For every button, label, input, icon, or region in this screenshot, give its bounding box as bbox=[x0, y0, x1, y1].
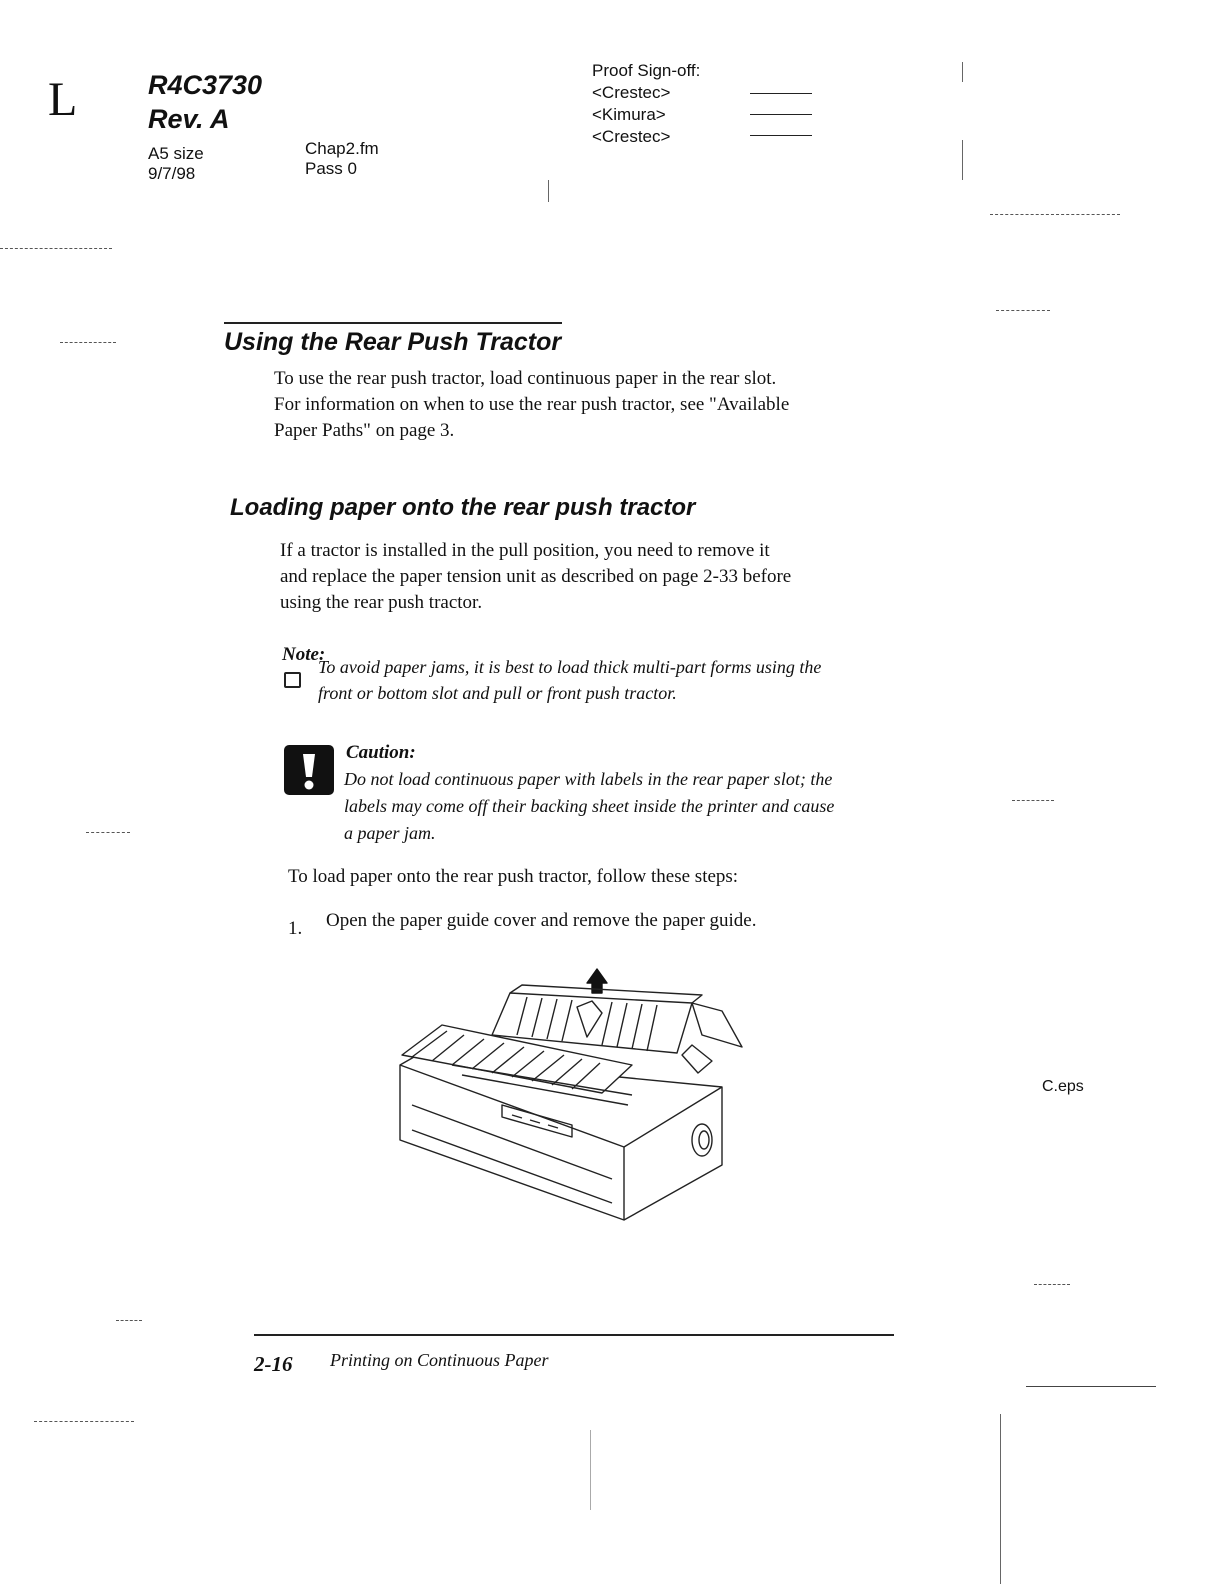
step-number: 1. bbox=[288, 918, 303, 939]
paragraph-line: To use the rear push tractor, load continuous paper in the rear slot. bbox=[274, 368, 777, 389]
crop-mark bbox=[996, 310, 1050, 312]
document-revision: Rev. A bbox=[148, 104, 230, 134]
crop-mark bbox=[990, 214, 1120, 216]
crop-tick bbox=[962, 62, 963, 82]
intro-paragraph bbox=[274, 366, 874, 444]
checkbox-bullet-icon bbox=[284, 672, 301, 688]
crop-tick bbox=[590, 1430, 591, 1510]
signoff-entry: <Kimura> bbox=[592, 105, 666, 124]
paragraph-line: and replace the paper tension unit as described on page 2-33 before bbox=[280, 566, 792, 587]
crop-mark bbox=[1012, 800, 1054, 802]
crop-mark bbox=[0, 248, 112, 250]
signoff-line bbox=[750, 135, 812, 136]
subsection-paragraph bbox=[280, 538, 880, 616]
signoff-line bbox=[750, 114, 812, 115]
signoff-entry: <Crestec> bbox=[592, 127, 671, 146]
paragraph-line: If a tractor is installed in the pull position, you need to remove it bbox=[280, 540, 770, 561]
note-label: Note: bbox=[282, 644, 326, 665]
document-date: 9/7/98 bbox=[148, 164, 196, 183]
caution-line: a paper jam. bbox=[344, 823, 436, 843]
paragraph-line: For information on when to use the rear push tractor, see "Available bbox=[274, 394, 790, 415]
printer-illustration bbox=[392, 965, 762, 1230]
caution-text bbox=[344, 766, 884, 847]
step-text: Open the paper guide cover and remove the paper guide. bbox=[326, 910, 757, 931]
signoff-title: Proof Sign-off: bbox=[592, 61, 701, 80]
caution-line: labels may come off their backing sheet inside the printer and cause bbox=[344, 796, 835, 816]
section-heading bbox=[224, 322, 564, 357]
steps-intro: To load paper onto the rear push tractor, follow these steps: bbox=[288, 866, 739, 887]
corner-mark: L bbox=[48, 73, 78, 126]
proof-signoff bbox=[592, 60, 700, 148]
paragraph-line: using the rear push tractor. bbox=[280, 592, 483, 613]
chapter-title: Printing on Continuous Paper bbox=[330, 1350, 549, 1370]
crop-mark bbox=[1026, 1386, 1156, 1387]
note-line: front or bottom slot and pull or front push tractor. bbox=[318, 683, 677, 703]
note-line: To avoid paper jams, it is best to load thick multi-part forms using the bbox=[318, 657, 822, 677]
page-number: 2-16 bbox=[254, 1352, 293, 1376]
pass-label: Pass 0 bbox=[305, 159, 357, 178]
signoff-line bbox=[750, 93, 812, 94]
paragraph-line: Paper Paths" on page 3. bbox=[274, 420, 455, 441]
signoff-entry: <Crestec> bbox=[592, 83, 671, 102]
caution-line: Do not load continuous paper with labels in the rear paper slot; the bbox=[344, 769, 833, 789]
crop-mark bbox=[34, 1421, 134, 1423]
page-size: A5 size bbox=[148, 144, 204, 163]
heading-rule bbox=[224, 322, 562, 324]
subsection-heading: Loading paper onto the rear push tractor bbox=[230, 494, 696, 521]
figure-filename: C.eps bbox=[1042, 1078, 1084, 1095]
crop-tick bbox=[548, 180, 549, 202]
caution-label: Caution: bbox=[346, 742, 416, 763]
page-title: Using the Rear Push Tractor bbox=[224, 328, 562, 356]
footer-rule bbox=[254, 1334, 894, 1336]
caution-icon bbox=[284, 745, 334, 795]
crop-tick bbox=[962, 140, 963, 180]
note-text bbox=[318, 654, 878, 706]
file-name: Chap2.fm bbox=[305, 139, 379, 158]
crop-mark bbox=[60, 342, 116, 344]
document-code: R4C3730 bbox=[148, 70, 263, 100]
crop-tick bbox=[1000, 1414, 1001, 1584]
crop-mark bbox=[116, 1320, 142, 1322]
crop-mark bbox=[86, 832, 130, 834]
crop-mark bbox=[1034, 1284, 1070, 1286]
